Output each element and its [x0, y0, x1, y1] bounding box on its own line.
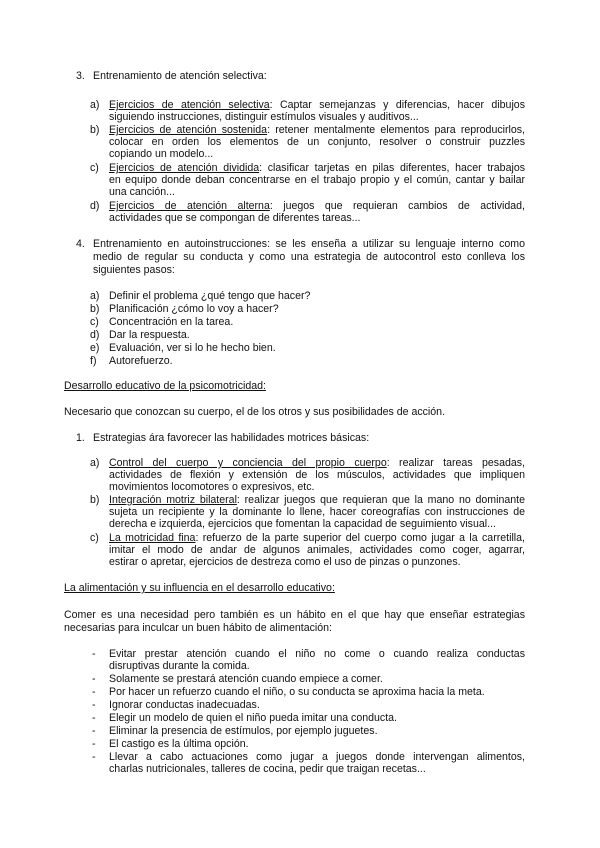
step-text: Definir el problema ¿qué tengo que hacer? — [109, 290, 311, 302]
list-item-text — [109, 532, 525, 544]
paragraph: Necesario que conozcan su cuerpo, el de los otros y sus posibilidades de acción. — [64, 406, 446, 418]
list-marker: d) — [90, 329, 100, 341]
paragraph: Comer es una necesidad pero también es un hábito en el que hay que enseñar estrategias — [64, 609, 525, 621]
bullet-text: Por hacer un refuerzo cuando el niño, o su conducta se aproxima hacia la meta. — [109, 686, 485, 698]
section-heading: Desarrollo educativo de la psicomotricidad: — [64, 380, 266, 392]
bullet: - — [92, 738, 96, 750]
item-label: Ejercicios de atención selectiva — [109, 99, 270, 111]
bullet-text: Evitar prestar atención cuando el niño no come o cuando realiza conductas — [109, 648, 525, 660]
section-number: 3. — [76, 70, 85, 82]
section-number: 1. — [76, 432, 85, 444]
list-marker: c) — [90, 162, 99, 174]
item-text: : refuerzo de la parte superior del cuerpo como jugar a la carretilla, — [195, 532, 525, 544]
section-text: medio de regular su conducta y como una estrategia de autocontrol esto conlleva los — [93, 251, 525, 263]
item-text: una canción... — [109, 186, 175, 198]
list-item-text — [109, 124, 525, 136]
list-marker: c) — [90, 316, 99, 328]
step-text: Dar la respuesta. — [109, 329, 190, 341]
bullet: - — [92, 686, 96, 698]
item-label: Ejercicios de atención dividida — [109, 162, 260, 174]
item-text: sujeta un recipiente y la dominante lo llene, hacer coreografías con instrucciones de — [109, 506, 525, 518]
list-item-text — [109, 457, 525, 469]
list-marker: c) — [90, 532, 99, 544]
section-title: Entrenamiento de atención selectiva: — [93, 70, 267, 82]
bullet: - — [92, 673, 96, 685]
list-marker: b) — [90, 124, 100, 136]
item-text: en equipo donde deban concentrarse en el trabajo propio y el común, cantar y bailar — [109, 174, 525, 186]
section-title: Estrategias ára favorecer las habilidades motrices básicas: — [93, 432, 370, 444]
item-text: movimientos locomotores o expresivos, etc. — [109, 481, 315, 493]
section-text: siguientes pasos: — [93, 264, 175, 276]
list-marker: b) — [90, 494, 100, 506]
item-label: Ejercicios de atención alterna — [109, 200, 270, 212]
item-label: Control del cuerpo y conciencia del propio cuerpo — [109, 457, 387, 469]
bullet-text: Elegir un modelo de quien el niño pueda imitar una conducta. — [109, 712, 397, 724]
list-item-text — [109, 494, 525, 506]
bullet-text: Solamente se prestará atención cuando empiece a comer. — [109, 673, 383, 685]
item-text: derecha e izquierda, ejercicios que fomentan la capacidad de seguimiento visual... — [109, 518, 496, 530]
item-label: La motricidad fina — [109, 532, 196, 544]
item-text: imitar el modo de andar de algunos animales, actividades como coger, agarrar, — [109, 544, 525, 556]
bullet-text: El castigo es la última opción. — [109, 738, 249, 750]
item-text: copiando un modelo... — [109, 148, 214, 160]
bullet: - — [92, 725, 96, 737]
bullet: - — [92, 712, 96, 724]
section-heading: La alimentación y su influencia en el desarrollo educativo: — [64, 582, 335, 594]
list-marker: d) — [90, 200, 100, 212]
list-item-text — [109, 99, 525, 111]
list-marker: a) — [90, 290, 100, 302]
item-text: : realizar juegos que requieran que la mano no dominante — [236, 494, 525, 506]
paragraph: necesarias para inculcar un buen hábito de alimentación: — [64, 622, 332, 634]
item-text: actividades que se compongan de diferentes tareas... — [109, 212, 361, 224]
list-marker: f) — [90, 355, 97, 367]
bullet: - — [92, 751, 96, 763]
item-text: : clasificar tarjetas en pilas diferentes, hacer trabajos — [259, 162, 526, 174]
bullet: - — [92, 699, 96, 711]
item-text: : realizar tareas pesadas, — [386, 457, 525, 469]
step-text: Evaluación, ver si lo he hecho bien. — [109, 342, 276, 354]
step-text: Planificación ¿cómo lo voy a hacer? — [109, 303, 279, 315]
step-text: Concentración en la tarea. — [109, 316, 234, 328]
item-text: actividades de flexión y extensión de los músculos, actividades que impliquen — [109, 469, 525, 481]
item-text: estirar o apretar, ejercicios de destreza como el uso de pinzas o punzones. — [109, 556, 461, 568]
item-label: Integración motriz bilateral — [109, 494, 237, 506]
bullet-text: Llevar a cabo actuaciones como jugar a juegos donde intervengan alimentos, — [109, 751, 525, 763]
list-marker: b) — [90, 303, 100, 315]
bullet-text: charlas nutricionales, talleres de cocina, pedir que traigan recetas... — [109, 763, 426, 775]
bullet-text: disruptivas durante la comida. — [109, 660, 250, 672]
item-text: siguiendo instrucciones, distinguir estímulos visuales y auditivos... — [109, 111, 419, 123]
bullet-text: Ignorar conductas inadecuadas. — [109, 699, 260, 711]
section-text: Entrenamiento en autoinstrucciones: se les enseña a utilizar su lenguaje interno como — [93, 238, 525, 250]
item-text: colocar en orden los elementos de un conjunto, resolver o construir puzzles — [109, 136, 525, 148]
item-label: Ejercicios de atención sostenida — [109, 124, 268, 136]
list-marker: a) — [90, 457, 100, 469]
section-number: 4. — [76, 238, 85, 250]
item-text: : retener mentalmente elementos para reproducirlos, — [267, 124, 526, 136]
step-text: Autorefuerzo. — [109, 355, 173, 367]
list-item-text — [109, 162, 525, 174]
item-text: : Captar semejanzas y diferencias, hacer dibujos — [269, 99, 525, 111]
list-marker: e) — [90, 342, 100, 354]
list-marker: a) — [90, 99, 100, 111]
bullet: - — [92, 648, 96, 660]
item-text: : juegos que requieran cambios de actividad, — [269, 200, 525, 212]
bullet-text: Eliminar la presencia de estímulos, por ejemplo juguetes. — [109, 725, 378, 737]
list-item-text — [109, 200, 525, 212]
